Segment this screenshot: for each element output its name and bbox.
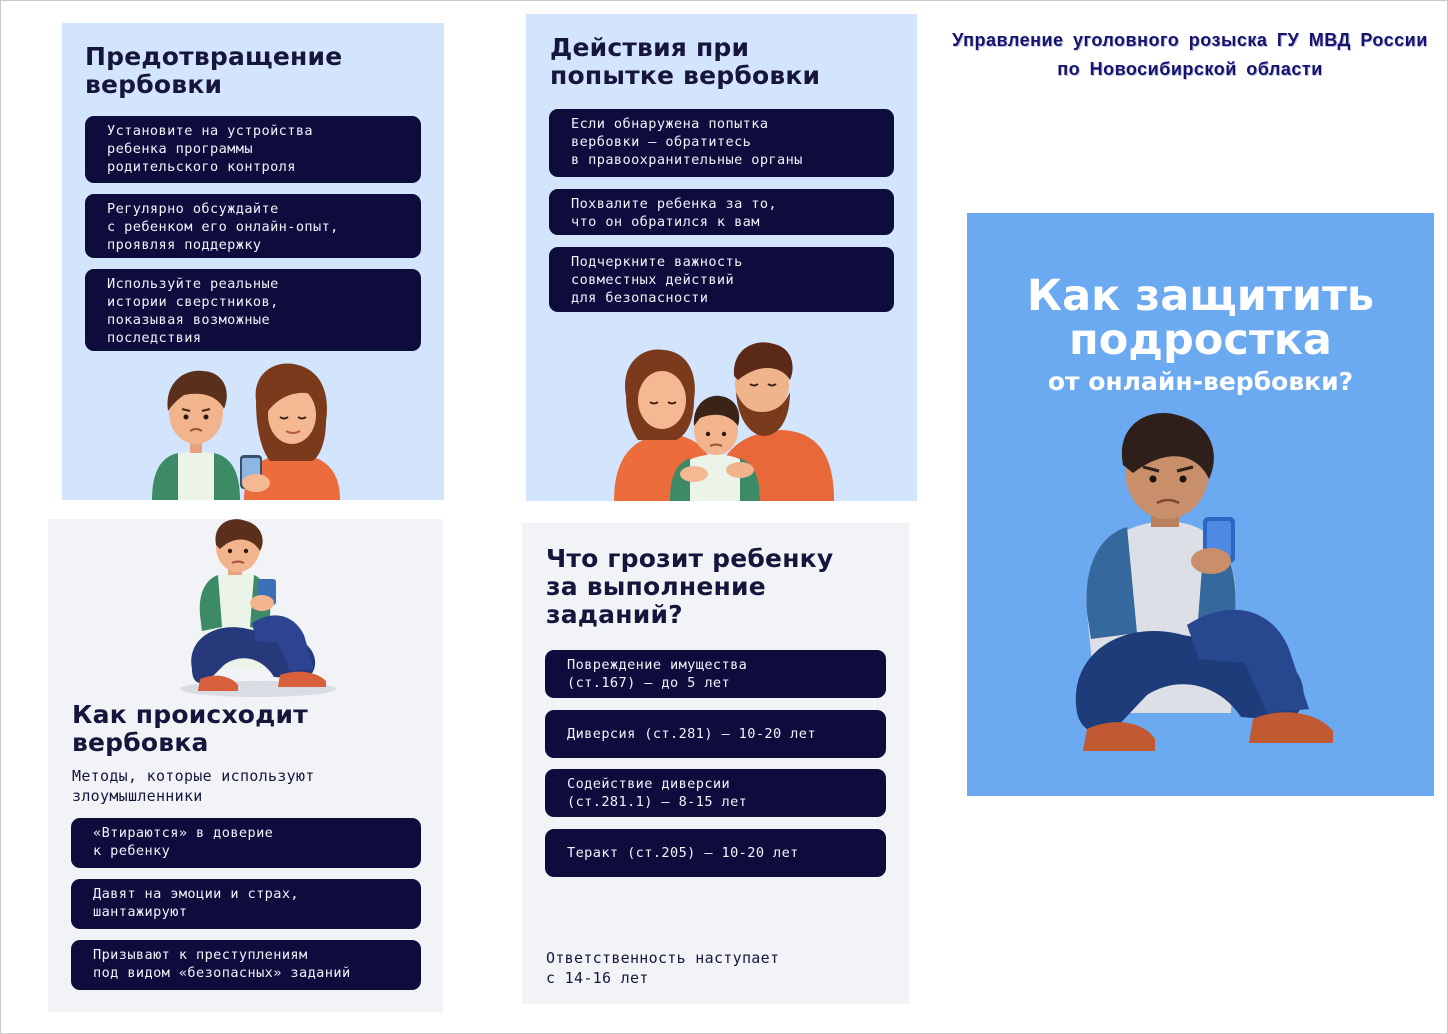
consequences-card-property-damage: Повреждение имущества (ст.167) — до 5 лет — [545, 650, 886, 698]
prevention-card-real-stories: Используйте реальные истории сверстников, показывая возможные последствия — [85, 269, 421, 351]
sitting-boy-illustration — [166, 519, 336, 699]
recruitment-card-trust: «Втираются» в доверие к ребенку — [71, 818, 421, 868]
prevention-card-parental-control: Установите на устройства ребенка программы родительского контроля — [85, 116, 421, 183]
recruitment-card-crimes: Призывают к преступлениям под видом «безопасных» заданий — [71, 940, 421, 990]
boy-and-mother-illustration — [144, 361, 359, 500]
recruitment-subtitle: Методы, которые используют злоумышленники — [72, 767, 315, 805]
prevention-panel — [62, 23, 444, 500]
actions-card-contact-police: Если обнаружена попытка вербовки – обратитесь в правоохранительные органы — [549, 109, 894, 177]
consequences-card-sabotage-assistance: Содействие диверсии (ст.281.1) — 8-15 лет — [545, 769, 886, 817]
prevention-title: Предотвращение вербовки — [85, 42, 343, 99]
actions-card-praise: Похвалите ребенка за то, что он обратился к вам — [549, 189, 894, 235]
consequences-title: Что грозит ребенку за выполнение заданий? — [546, 544, 834, 629]
agency-header: Управление уголовного розыска ГУ МВД России по Новосибирской области — [952, 30, 1428, 79]
cover-panel — [967, 213, 1434, 796]
responsibility-age-note: Ответственность наступает с 14-16 лет — [546, 949, 780, 987]
consequences-panel — [522, 523, 909, 1004]
actions-card-joint-actions: Подчеркните важность совместных действий для безопасности — [549, 247, 894, 312]
recruitment-panel — [48, 519, 443, 1012]
consequences-card-sabotage: Диверсия (ст.281) — 10-20 лет — [545, 710, 886, 758]
recruitment-title: Как происходит вербовка — [72, 700, 308, 757]
family-hug-illustration — [614, 340, 834, 501]
recruitment-card-blackmail: Давят на эмоции и страх, шантажируют — [71, 879, 421, 929]
consequences-card-terrorism: Теракт (ст.205) — 10-20 лет — [545, 829, 886, 877]
actions-panel — [526, 14, 917, 501]
actions-title: Действия при попытке вербовки — [550, 33, 821, 90]
sitting-teen-illustration — [1027, 413, 1387, 778]
prevention-card-discuss: Регулярно обсуждайте с ребенком его онлайн-опыт, проявляя поддержку — [85, 194, 421, 258]
cover-title: Как защитить подростка от онлайн-вербовки? — [1026, 271, 1375, 396]
